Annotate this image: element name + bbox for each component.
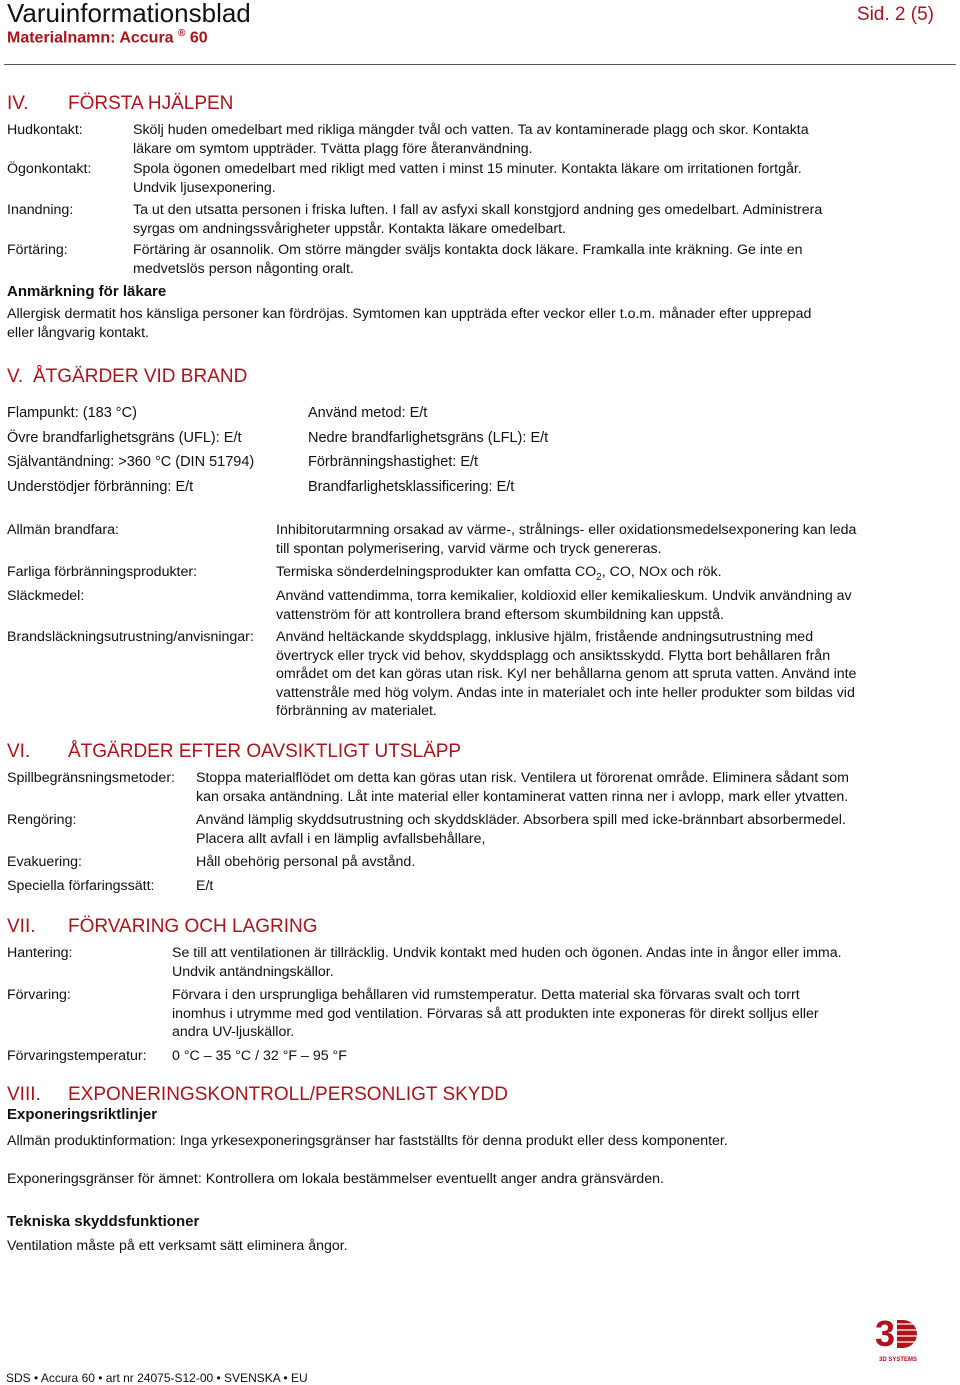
- section-iv-heading: [7, 93, 233, 115]
- first-aid-text: [133, 121, 809, 158]
- section-iv-title: FÖRSTA HJÄLPEN: [68, 93, 234, 114]
- text-line: Undvik antändningskällor.: [172, 963, 334, 980]
- text-line: Förvara i den ursprungliga behållaren vid rumstemperatur. Detta material ska förvaras svalt och torrt: [172, 987, 800, 1003]
- section-vi-number: VI.: [7, 741, 31, 762]
- text-line: Inhibitorutarmning orsakad av värme-, strålnings- eller oxidationsmedelsexponering kan leda: [276, 522, 857, 538]
- material-name-suffix: 60: [189, 29, 208, 47]
- svg-text:3: 3: [875, 1313, 896, 1354]
- text-line: inomhus i utrymme med god ventilation. Förvaras så att produkten inte exponeras för direkt solljus eller: [172, 1005, 819, 1022]
- fire-properties-left: [7, 401, 254, 499]
- storage-temperature-label: Förvaringstemperatur:: [7, 1048, 147, 1064]
- storage-label: Hantering:: [7, 945, 73, 961]
- spill-text: [196, 853, 415, 872]
- spill-label: Rengöring:: [7, 812, 77, 828]
- registered-mark: ®: [178, 28, 186, 39]
- text-line: området om det kan göras utan risk. Kyl ner behållarna genom att spruta vatten. Använd inte: [276, 666, 857, 682]
- fire-text: [276, 563, 722, 587]
- header-divider: [4, 64, 956, 65]
- 3d-systems-logo-icon: [873, 1310, 923, 1366]
- first-aid-label: Inandning:: [7, 202, 74, 218]
- section-vi-title: ÅTGÄRDER EFTER OAVSIKTLIGT UTSLÄPP: [68, 741, 462, 762]
- property-line: Förbränningshastighet: E/t: [308, 454, 479, 470]
- spill-text: [196, 811, 846, 848]
- exposure-limits-text: Exponeringsgränser för ämnet: Kontrollera om lokala bestämmelser eventuellt anger andra gränsvärden.: [7, 1171, 664, 1187]
- property-line: Använd metod: E/t: [308, 405, 428, 421]
- property-line: Flampunkt: (183 °C): [7, 405, 137, 421]
- property-line: Understödjer förbränning: E/t: [7, 478, 194, 495]
- property-line: Övre brandfarlighetsgräns (UFL): E/t: [7, 429, 242, 446]
- text-line: Stoppa materialflödet om detta kan göras utan risk. Ventilera ut förorenat område. Eliminera sådant som: [196, 770, 849, 786]
- fire-label: Allmän brandfara:: [7, 522, 119, 538]
- first-aid-text: [133, 160, 802, 197]
- section-viii-title: EXPONERINGSKONTROLL/PERSONLIGT SKYDD: [68, 1084, 508, 1105]
- subscript: 2: [596, 571, 602, 583]
- text-line: Använd lämplig skyddsutrustning och skyddskläder. Absorbera spill med icke-brännbart absorbermedel.: [196, 812, 846, 828]
- text-line: Undvik ljusexponering.: [133, 179, 276, 196]
- section-vi-heading: [7, 741, 461, 763]
- text-line: eller långvarig kontakt.: [7, 324, 149, 341]
- text-line: läkare om symtom uppträder. Tvätta plagg före återanvändning.: [133, 140, 533, 157]
- text-line: vattenström för att kontrollera brand eftersom skumbildning kan uppstå.: [276, 606, 724, 623]
- section-viii-number: VIII.: [7, 1084, 41, 1105]
- storage-label: Förvaring:: [7, 987, 71, 1003]
- storage-text: [172, 986, 819, 1042]
- spill-label: Evakuering:: [7, 854, 82, 870]
- fire-label: Brandsläckningsutrustning/anvisningar:: [7, 629, 254, 645]
- storage-temperature-value: 0 °C – 35 °C / 32 °F – 95 °F: [172, 1048, 347, 1064]
- text-line: Använd heltäckande skyddsplagg, inklusive hjälm, fristående andningsutrustning med: [276, 629, 814, 645]
- fire-label: Farliga förbränningsprodukter:: [7, 564, 198, 580]
- text-line: andra UV-ljuskällor.: [172, 1024, 295, 1040]
- text-line: Håll obehörig personal på avstånd.: [196, 854, 416, 870]
- property-line: Brandfarlighetsklassificering: E/t: [308, 478, 515, 495]
- text-line: , CO, NOx och rök.: [601, 564, 722, 580]
- general-product-info: Allmän produktinformation: Inga yrkesexponeringsgränser har fastställts för denna produkt eller dess komponenter.: [7, 1133, 728, 1149]
- text-line: Använd vattendimma, torra kemikalier, koldioxid eller kemikalieskum. Undvik användning av: [276, 588, 852, 604]
- property-line: Nedre brandfarlighetsgräns (LFL): E/t: [308, 429, 549, 446]
- spill-label: Spillbegränsningsmetoder:: [7, 770, 175, 786]
- fire-properties-right: [308, 401, 548, 499]
- section-viii-heading: [7, 1084, 508, 1106]
- first-aid-label: Förtäring:: [7, 242, 68, 258]
- first-aid-text: [133, 241, 802, 278]
- spill-label: Speciella förfaringssätt:: [7, 878, 155, 894]
- text-line: Ta ut den utsatta personen i friska luften. I fall av asfyxi skall konstgjord andning ges omedelbart. Administrera: [133, 202, 823, 218]
- fire-text: [276, 628, 856, 721]
- text-line: medvetslös person någonting oralt.: [133, 260, 354, 277]
- page-number: Sid. 2 (5): [856, 4, 934, 25]
- section-v-heading: [7, 366, 247, 388]
- section-vii-title: FÖRVARING OCH LAGRING: [68, 916, 318, 937]
- exposure-guidelines-heading: Exponeringsriktlinjer: [7, 1106, 158, 1123]
- text-line: syrgas om andningssvårigheter uppstår. Kontakta läkare omedelbart.: [133, 220, 566, 237]
- material-name-prefix: Materialnamn: Accura: [7, 29, 174, 47]
- section-v-title: ÅTGÄRDER VID BRAND: [33, 366, 248, 387]
- first-aid-label: Hudkontakt:: [7, 122, 83, 138]
- storage-text: [172, 944, 842, 981]
- fire-text: [276, 587, 852, 624]
- section-vii-number: VII.: [7, 916, 36, 937]
- text-line: vattenstråle med hög volym. Andas inte in materialet och inte heller produkter som bildas vid: [276, 684, 855, 701]
- engineering-controls-heading: Tekniska skyddsfunktioner: [7, 1213, 200, 1230]
- text-line: Placera allt avfall i en lämplig avfallsbehållare,: [196, 830, 486, 847]
- ventilation-text: Ventilation måste på ett verksamt sätt eliminera ångor.: [7, 1238, 348, 1254]
- fire-text: [276, 521, 856, 558]
- text-line: kan orsaka antändning. Låt inte material eller kontaminerat vatten rinna ner i avlopp, mark eller ytvatten.: [196, 788, 849, 805]
- logo-wordmark: 3D SYSTEMS: [878, 1357, 918, 1363]
- spill-text: [196, 769, 849, 806]
- section-v-number: V.: [7, 366, 24, 387]
- first-aid-text: [133, 201, 822, 238]
- section-vii-heading: [7, 916, 318, 938]
- physician-note-text: [7, 305, 811, 342]
- footer-text: SDS • Accura 60 • art nr 24075-S12-00 • SVENSKA • EU: [6, 1371, 308, 1385]
- physician-note-heading: Anmärkning för läkare: [7, 283, 167, 300]
- text-line: Skölj huden omedelbart med rikliga mängder tvål och vatten. Ta av kontaminerade plagg och skor. Kontakta: [133, 122, 809, 138]
- spill-text: [196, 877, 213, 896]
- company-logo: [873, 1310, 923, 1366]
- property-line: Självantändning: >360 °C (DIN 51794): [7, 454, 255, 470]
- document-title: Varuinformationsblad: [7, 0, 251, 28]
- text-line: Allergisk dermatit hos känsliga personer kan fördröjas. Symtomen kan uppträda efter veckor eller t.o.m. månader efter upprepad: [7, 306, 812, 322]
- fire-label: Släckmedel:: [7, 588, 85, 604]
- text-line: till spontan polymerisering, varvid värme och tryck genereras.: [276, 540, 662, 557]
- text-line: förbränning av materialet.: [276, 703, 437, 719]
- text-line: Förtäring är osannolik. Om större mängder sväljs kontakta dock läkare. Framkalla inte kräkning. Ge inte en: [133, 242, 803, 258]
- text-line: Termiska sönderdelningsprodukter kan omfatta CO: [276, 564, 597, 580]
- text-line: Se till att ventilationen är tillräcklig. Undvik kontakt med huden och ögonen. Andas inte in ångor eller imma.: [172, 945, 842, 961]
- first-aid-label: Ögonkontakt:: [7, 161, 92, 177]
- material-name: [7, 28, 208, 47]
- text-line: övertryck eller tryck vid behov, skyddsplagg och ansiktsskydd. Flytta bort behållaren från: [276, 647, 831, 664]
- section-iv-number: IV.: [7, 93, 29, 114]
- text-line: E/t: [196, 878, 214, 894]
- text-line: Spola ögonen omedelbart med rikligt med vatten i minst 15 minuter. Kontakta läkare om irritationen fortgår.: [133, 161, 802, 177]
